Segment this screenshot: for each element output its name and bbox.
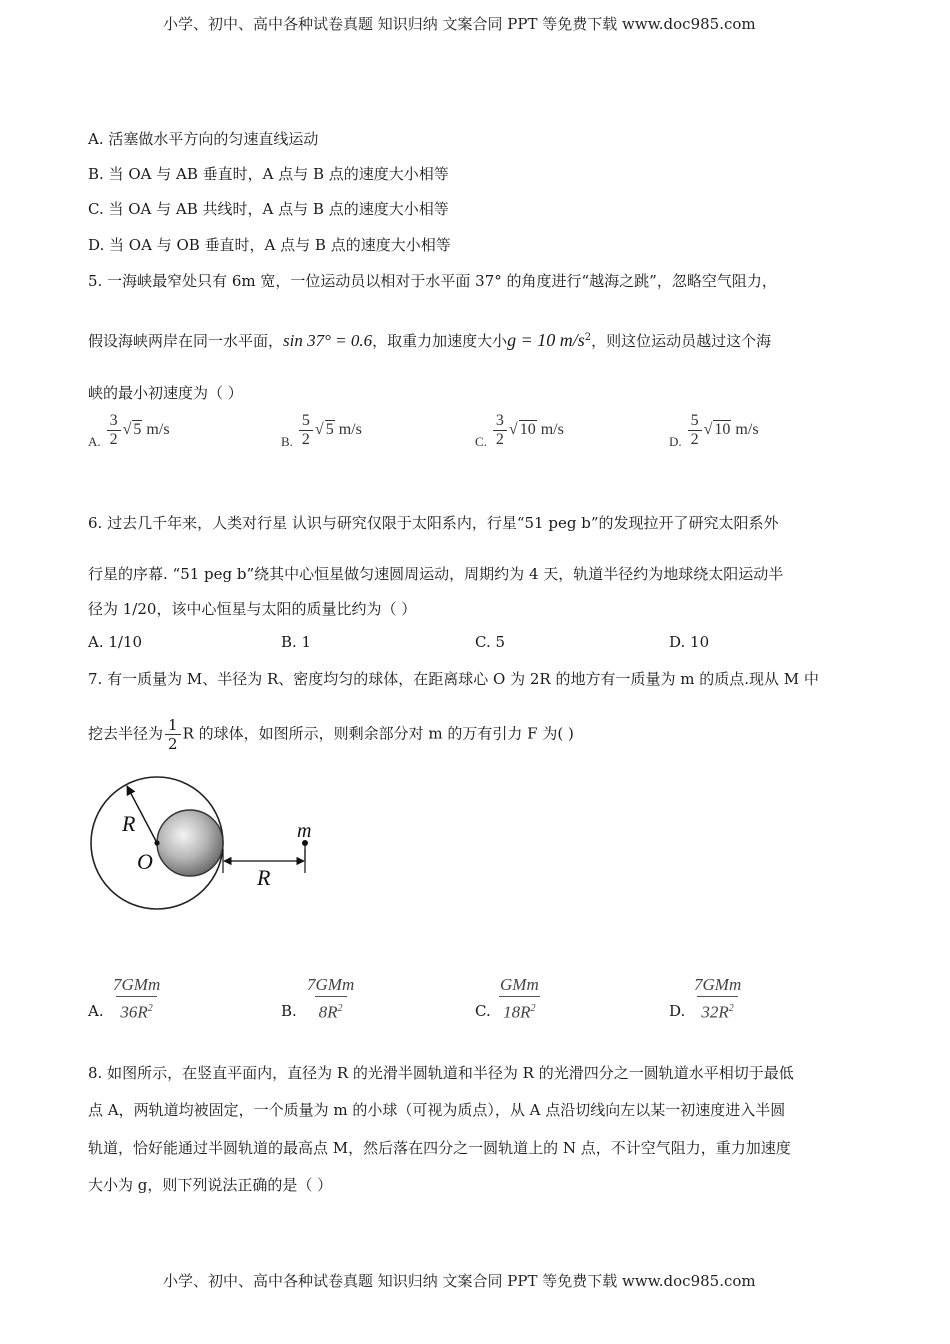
q5-option-b: $_{B.}$ $\frac{5}{2}$ √ 5 m/s: [281, 412, 362, 450]
q5-line-1: 5. 一海峡最窄处只有 6m 宽，一位运动员以相对于水平面 37° 的角度进行“越海之跳”，忽略空气阻力，: [88, 272, 777, 290]
q5-option-d-letter: D.: [669, 434, 682, 450]
q5-option-b-letter: B.: [281, 434, 293, 450]
q8-line-4: 大小为 g，则下列说法正确的是（ ）: [88, 1176, 333, 1194]
q5-option-a: $_{A.}$ $\frac{3}{2}$ √ 5 m/s: [88, 412, 170, 450]
q5-option-d-den: 2: [688, 430, 702, 449]
q8-line-3: 轨道，恰好能通过半圆轨道的最高点 M，然后落在四分之一圆轨道上的 N 点，不计空气阻力，重力加速度: [88, 1139, 791, 1157]
q7-option-a-letter: A.: [88, 1002, 104, 1020]
q5-option-c-den: 2: [493, 430, 507, 449]
q6-option-a: A. 1/10: [88, 633, 143, 651]
q7-option-d-num: 7GMm: [694, 975, 742, 994]
q7-option-c-frac: [496, 974, 543, 1025]
label-o: O: [137, 849, 153, 874]
q7-option-c-num: GMm: [500, 975, 539, 994]
q5-option-c-num: 3: [495, 412, 504, 429]
q4-option-a: A. 活塞做水平方向的匀速直线运动: [88, 130, 319, 148]
q6-option-d: D. 10: [669, 633, 710, 651]
q7-option-b-letter: B.: [281, 1002, 297, 1020]
q7-option-b-den-text: 8R: [318, 1002, 338, 1022]
q4-option-b: B. 当 OA 与 AB 垂直时，A 点与 B 点的速度大小相等: [88, 165, 449, 183]
q5-line-2c: ，则这位运动员越过这个海: [591, 332, 772, 350]
q5-option-a-frac: [107, 412, 121, 449]
q7-option-a-den-text: 36R: [120, 1002, 148, 1022]
q6-line-3: 径为 1/20，该中心恒星与太阳的质量比约为（ ）: [88, 600, 417, 618]
q4-option-d: D. 当 OA 与 OB 垂直时，A 点与 B 点的速度大小相等: [88, 236, 451, 254]
q5-option-b-unit: m/s: [338, 421, 362, 439]
q5-line-2b: ，取重力加速度大小: [372, 332, 508, 350]
q7-line-2b: R 的球体，如图所示，则剩余部分对 m 的万有引力 F 为( ): [182, 724, 574, 743]
q7-option-d-frac: [690, 974, 745, 1025]
q7-option-c-letter: C.: [475, 1002, 491, 1020]
q6-line-1: 6. 过去几千年来，人类对行星 认识与研究仅限于太阳系内，行星“51 peg b”的发现拉开了研究太阳系外: [88, 514, 779, 532]
q5-option-d: $_{D.}$ $\frac{5}{2}$ √ 10 m/s: [669, 412, 759, 450]
q5-option-a-unit: m/s: [146, 421, 170, 439]
label-r-bottom: R: [257, 865, 271, 890]
q7-line-1: 7. 有一质量为 M、半径为 R、密度均匀的球体，在距离球心 O 为 2R 的地方有一质量为 m 的质点.现从 M 中: [88, 670, 819, 688]
q5-option-d-num: 5: [690, 412, 699, 429]
q5-option-c: $_{C.}$ $\frac{3}{2}$ √ 10 m/s: [475, 412, 564, 450]
q7-option-d-exp: 2: [728, 1003, 734, 1014]
q5-option-b-root: 5: [325, 421, 334, 439]
q5-option-c-letter: C.: [475, 434, 487, 450]
q5-option-d-root: 10: [714, 421, 731, 439]
q7-option-d-letter: D.: [669, 1002, 686, 1020]
q6-line-2: 行星的序幕. “51 peg b”绕其中心恒星做匀速圆周运动，周期约为 4 天，轨道半径约为地球绕太阳运动半: [88, 565, 784, 583]
q5-option-d-frac: [688, 412, 702, 449]
q5-option-b-den: 2: [299, 430, 313, 449]
q8-line-2: 点 A，两轨道均被固定，一个质量为 m 的小球（可视为质点），从 A 点沿切线向左以某一初速度进入半圆: [88, 1101, 786, 1119]
q7-line-2: [88, 716, 574, 753]
q4-option-c: C. 当 OA 与 AB 共线时，A 点与 B 点的速度大小相等: [88, 200, 449, 218]
q7-figure: [85, 775, 325, 920]
removed-small-sphere: [157, 810, 223, 876]
q7-option-d-den-text: 32R: [701, 1002, 729, 1022]
center-point-o: [154, 840, 159, 845]
q7-half-den: 2: [165, 734, 181, 753]
q5-option-a-num: 3: [109, 412, 118, 429]
q7-option-c-exp: 2: [530, 1003, 536, 1014]
label-r-left: R: [122, 811, 136, 836]
q7-option-a-den: [116, 996, 156, 1025]
q7-half-num: 1: [168, 716, 178, 734]
page-footer: 小学、初中、高中各种试卷真题 知识归纳 文案合同 PPT 等免费下载 www.doc985.com: [163, 1272, 756, 1290]
q5-option-d-unit: m/s: [735, 421, 759, 439]
q6-option-b: B. 1: [281, 633, 312, 651]
q7-option-a-num: 7GMm: [113, 975, 161, 994]
q5-line-2: [88, 330, 771, 351]
q7-option-d-den: [697, 996, 737, 1025]
q7-option-a-frac: [109, 974, 164, 1025]
q7-option-c-den-text: 18R: [503, 1002, 531, 1022]
label-m: m: [297, 820, 312, 842]
q5-option-a-den: 2: [107, 430, 121, 449]
q7-half-frac: [165, 716, 181, 753]
q8-line-1: 8. 如图所示，在竖直平面内，直径为 R 的光滑半圆轨道和半径为 R 的光滑四分之一圆轨道水平相切于最低: [88, 1064, 794, 1082]
q6-option-c: C. 5: [475, 633, 506, 651]
q5-sin-expr: sin 37° = 0.6: [283, 331, 373, 350]
q7-option-c-den: [499, 996, 539, 1025]
q5-option-c-unit: m/s: [540, 421, 564, 439]
q7-option-a-exp: 2: [147, 1003, 153, 1014]
q5-option-b-num: 5: [301, 412, 310, 429]
q7-option-b-exp: 2: [337, 1003, 343, 1014]
q7-line-2a: 挖去半径为: [88, 724, 164, 743]
q5-option-a-root: 5: [133, 421, 142, 439]
q5-g-expr: g = 10 m/s: [507, 330, 585, 350]
page-header: 小学、初中、高中各种试卷真题 知识归纳 文案合同 PPT 等免费下载 www.doc985.com: [163, 15, 756, 33]
q5-line-3: 峡的最小初速度为（ ）: [88, 384, 243, 402]
q5-option-a-letter: A.: [88, 434, 101, 450]
q7-option-b-num: 7GMm: [307, 975, 355, 994]
q5-option-c-frac: [493, 412, 507, 449]
q5-option-b-frac: [299, 412, 313, 449]
q7-option-b-den: [315, 996, 347, 1025]
q5-option-c-root: 10: [519, 421, 536, 439]
q7-option-b-frac: [303, 974, 358, 1025]
q5-g-exponent: 2: [584, 332, 592, 343]
q5-line-2a: 假设海峡两岸在同一水平面，: [88, 332, 284, 350]
